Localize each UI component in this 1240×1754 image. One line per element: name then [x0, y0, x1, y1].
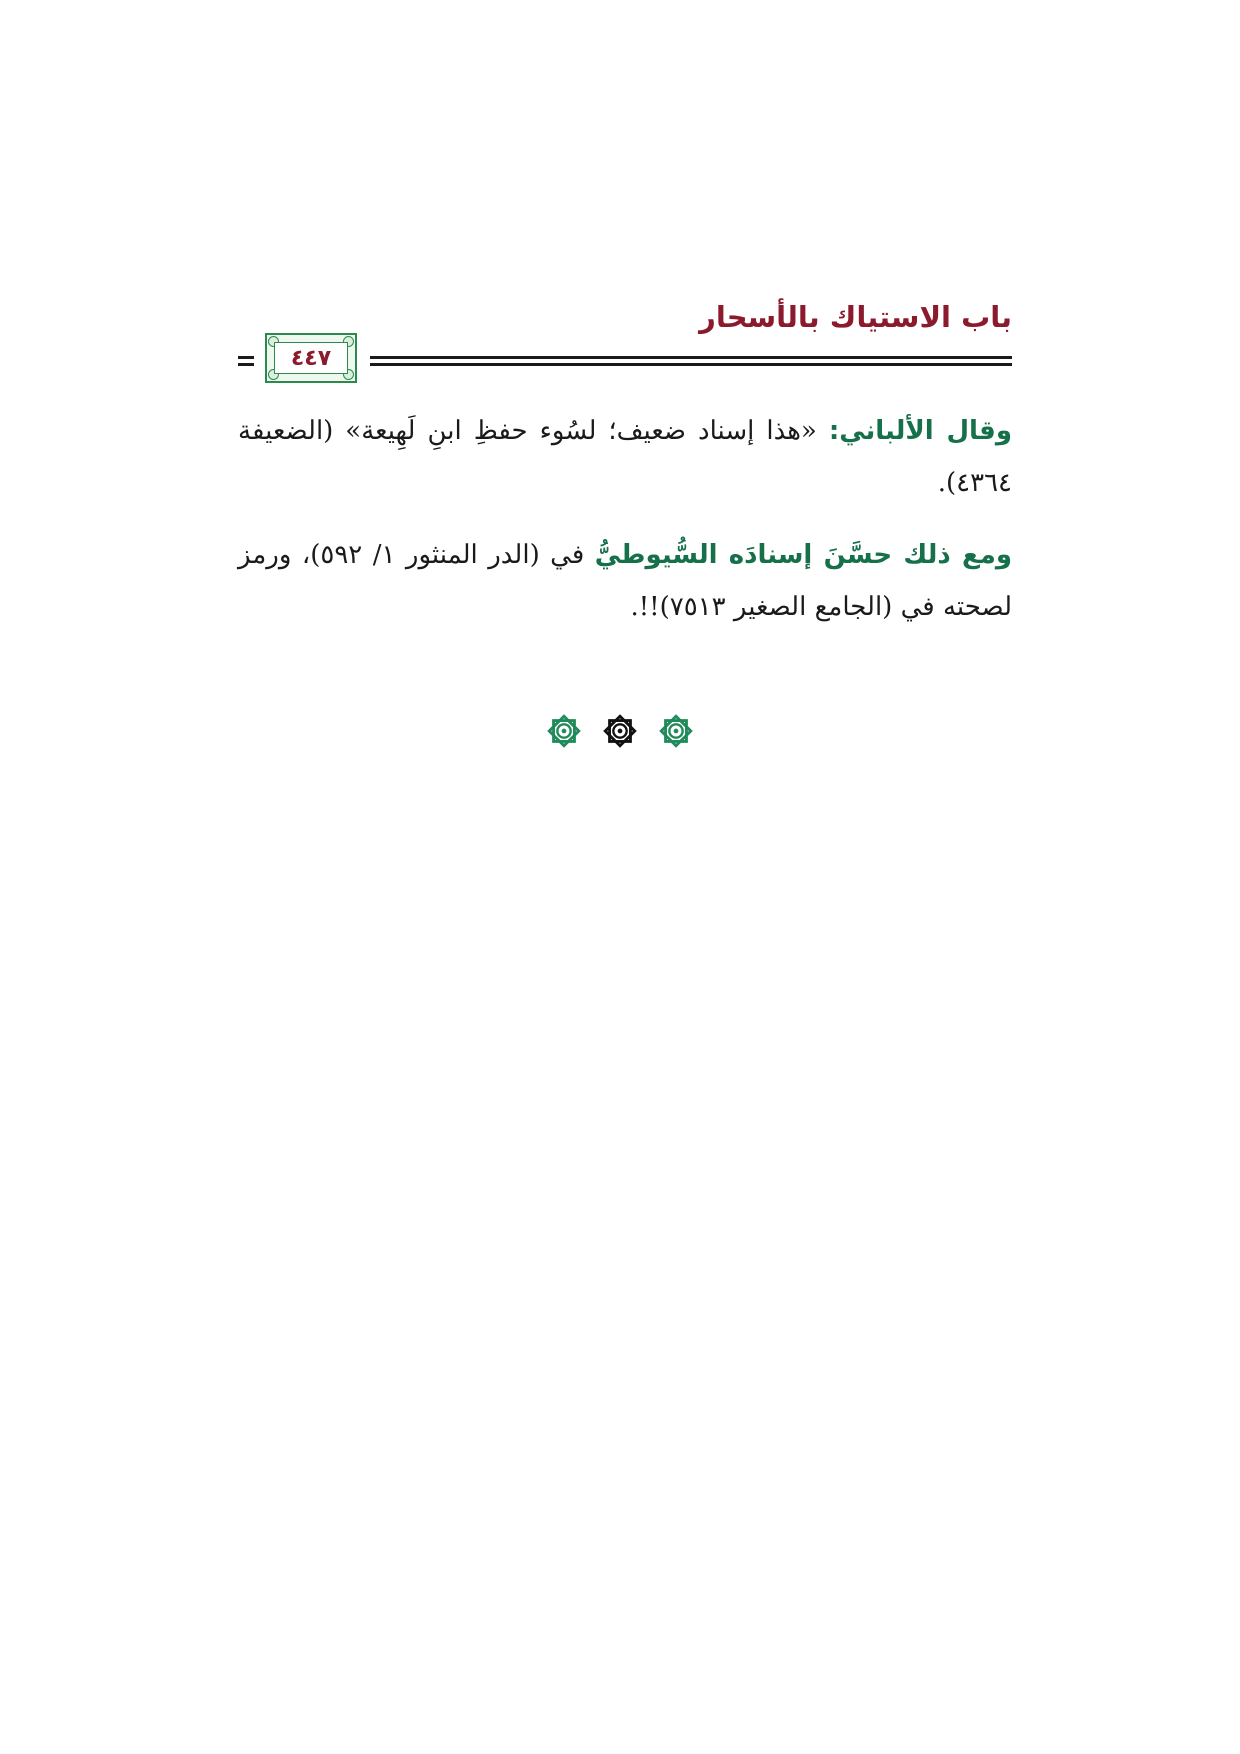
page-body [238, 405, 1012, 653]
paragraph-albani [238, 405, 1012, 509]
paragraph-text: «هذا إسناد ضعيف؛ لسُوء حفظِ ابنِ لَهِيعة» (الضعيفة ٤٣٦٤). [238, 416, 1012, 498]
page-number-frame [274, 342, 348, 374]
chapter-title: باب الاستياك بالأسحار [699, 300, 1012, 334]
paragraph-lead: ومع ذلك حسَّنَ إسنادَه السُّيوطيُّ [594, 540, 1012, 570]
star-ornament-icon [601, 712, 639, 750]
star-ornament-icon [657, 712, 695, 750]
section-end-ornaments [0, 712, 1240, 750]
page-header [238, 300, 1012, 390]
header-rule-right-top [370, 356, 1012, 359]
star-ornament-icon [545, 712, 583, 750]
page-number: ٤٤٧ [290, 345, 332, 371]
header-rule-right-bottom [370, 363, 1012, 366]
paragraph-text: في (الدر المنثور ١/ ٥٩٢)، ورمز لصحته في (الجامع الصغير ٧٥١٣)!!. [238, 540, 1012, 622]
header-rule-left-bottom [238, 363, 254, 366]
header-rule-left-top [238, 356, 254, 359]
page-number-badge [265, 333, 357, 383]
paragraph-lead: وقال الألباني: [828, 416, 1012, 446]
paragraph-suyuti [238, 529, 1012, 633]
